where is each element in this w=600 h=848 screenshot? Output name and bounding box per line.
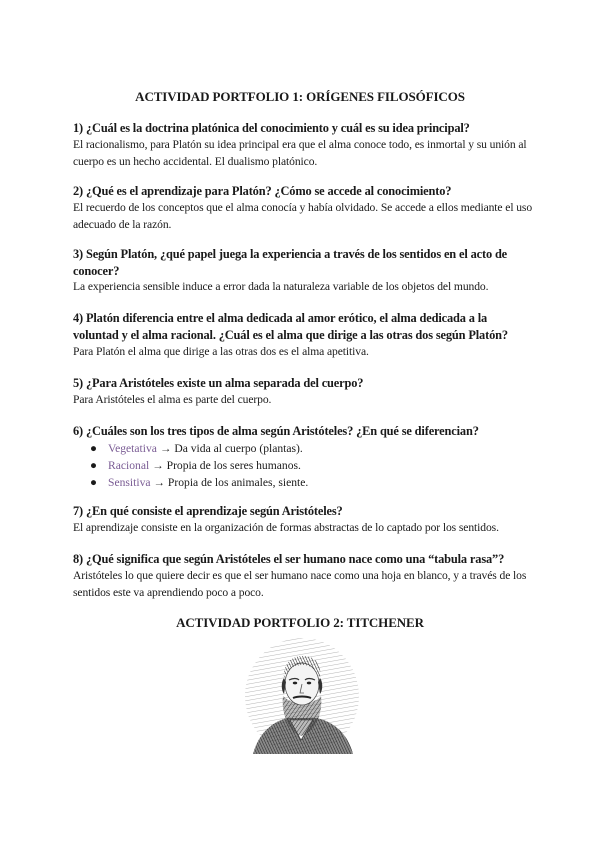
answer-2: El recuerdo de los conceptos que el alma conocía y había olvidado. Se accede a ellos mediante el uso adecuado de la razón. [73, 201, 533, 231]
answer-4: Para Platón el alma que dirige a las otras dos es el alma apetitiva. [73, 345, 369, 358]
question-6: 6) ¿Cuáles son los tres tipos de alma según Aristóteles? ¿En qué se diferencian? [73, 424, 479, 438]
list-item [90, 457, 308, 474]
question-7: 7) ¿En qué consiste el aprendizaje según Aristóteles? [73, 504, 343, 518]
soul-description: Propia de los seres humanos. [166, 459, 301, 472]
question-8: 8) ¿Qué significa que según Aristóteles el ser humano nace como una “tabula rasa”? [73, 552, 505, 566]
arrow-icon: → [152, 459, 164, 472]
list-item [90, 440, 308, 457]
question-5: 5) ¿Para Aristóteles existe un alma separada del cuerpo? [73, 376, 364, 390]
answer-8: Aristóteles lo que quiere decir es que el ser humano nace como una hoja en blanco, y a través de los sentidos este va aprendiendo poco a poco. [73, 569, 527, 599]
bullet-icon: ● [90, 476, 98, 489]
soul-term: Sensitiva [108, 476, 151, 489]
titchener-portrait-image [243, 636, 361, 756]
answer-1: El racionalismo, para Platón su idea principal era que el alma conoce todo, es inmortal y su unión al cuerpo es un hecho accidental. El dualismo platónico. [73, 138, 527, 168]
answer-7: El aprendizaje consiste en la organización de formas abstractas de lo captado por los sentidos. [73, 521, 499, 534]
question-4: 4) Platón diferencia entre el alma dedicada al amor erótico, el alma dedicada a la voluntad y el alma racional. ¿Cuál es el alma que dirige a las otras dos según Platón? [73, 311, 508, 342]
question-3: 3) Según Platón, ¿qué papel juega la experiencia a través de los sentidos en el acto de conocer? [73, 247, 508, 278]
soul-description: Da vida al cuerpo (plantas). [174, 442, 303, 455]
question-1: 1) ¿Cuál es la doctrina platónica del conocimiento y cuál es su idea principal? [73, 121, 470, 135]
portfolio-2-title: ACTIVIDAD PORTFOLIO 2: TITCHENER [176, 615, 424, 630]
answer-5: Para Aristóteles el alma es parte del cuerpo. [73, 393, 272, 406]
answer-3: La experiencia sensible induce a error dada la naturaleza variable de los objetos del mundo. [73, 280, 489, 293]
list-item [90, 474, 308, 491]
soul-types-list [90, 440, 308, 491]
bullet-icon: ● [90, 459, 98, 472]
soul-description: Propia de los animales, siente. [167, 476, 309, 489]
soul-term: Vegetativa [108, 442, 157, 455]
question-2: 2) ¿Qué es el aprendizaje para Platón? ¿Cómo se accede al conocimiento? [73, 184, 452, 198]
arrow-icon: → [153, 476, 166, 489]
portfolio-1-title: ACTIVIDAD PORTFOLIO 1: ORÍGENES FILOSÓFICOS [135, 89, 465, 104]
arrow-icon: → [159, 442, 172, 455]
bullet-icon: ● [90, 442, 98, 455]
soul-term: Racional [108, 459, 150, 472]
